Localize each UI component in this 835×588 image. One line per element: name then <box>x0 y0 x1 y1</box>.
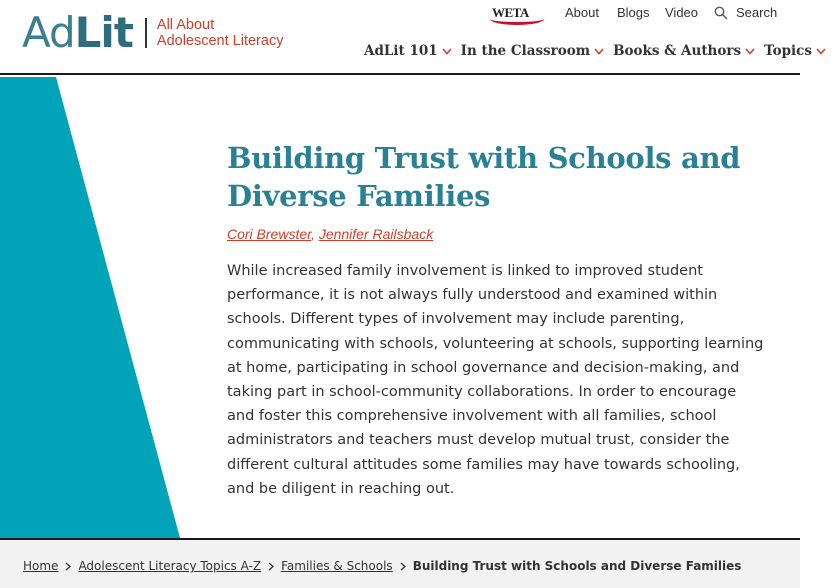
main-nav <box>364 43 835 59</box>
utility-nav: WETA About Blogs Video Search <box>490 5 790 27</box>
article-hero <box>0 77 800 538</box>
author-separator: , <box>311 226 319 242</box>
chevron-down-icon <box>594 48 604 55</box>
author-link[interactable]: Cori Brewster <box>227 226 312 242</box>
logo-tagline: All About Adolescent Literacy <box>156 17 284 49</box>
chevron-down-icon <box>745 48 755 55</box>
logo-wordmark: AdLit <box>22 8 133 57</box>
decorative-teal-shape <box>0 77 200 538</box>
chevron-right-icon <box>64 562 72 571</box>
nav-in-the-classroom[interactable]: In the Classroom <box>461 43 604 59</box>
nav-topics[interactable]: Topics <box>764 43 826 59</box>
article-summary: While increased family involvement is linked to improved student performance, it is not always fully understood and examined within schools. Different types of involvement may include parenting, communicating with schools, volunteering at schools, supporting learning at home, participating in school governance and decision-making, and taking part in school-community collaborations. In order to encourage and foster this comprehensive involvement with all families, school administrators and teachers must develop mutual trust, consider the different cultural attitudes some families may have towards schooling, and be diligent in reaching out. <box>227 263 764 497</box>
video-link[interactable]: Video <box>665 5 699 20</box>
nav-adlit-101[interactable]: AdLit 101 <box>364 43 452 59</box>
about-link[interactable]: About <box>565 5 599 20</box>
breadcrumb <box>23 559 741 573</box>
article-authors <box>227 226 433 242</box>
logo-divider <box>145 18 147 48</box>
author-link[interactable]: Jennifer Railsback <box>318 226 434 242</box>
blogs-link[interactable]: Blogs <box>617 5 650 20</box>
breadcrumb-bar <box>0 538 800 588</box>
breadcrumb-current: Building Trust with Schools and Diverse Families <box>412 559 742 573</box>
breadcrumb-home[interactable]: Home <box>23 559 59 573</box>
chevron-down-icon <box>442 48 452 55</box>
adlit-logo[interactable] <box>22 8 284 57</box>
breadcrumb-topics-a-z[interactable]: Adolescent Literacy Topics A-Z <box>78 559 262 573</box>
chevron-right-icon <box>267 562 275 571</box>
search-button[interactable] <box>714 5 777 20</box>
page-title: Building Trust with Schools and Diverse Families <box>227 141 741 213</box>
nav-books-authors[interactable]: Books & Authors <box>613 43 755 59</box>
search-icon <box>714 6 728 20</box>
chevron-right-icon <box>399 562 407 571</box>
search-label: Search <box>736 5 778 20</box>
site-header <box>0 0 812 75</box>
breadcrumb-families-schools[interactable]: Families & Schools <box>281 559 393 573</box>
chevron-down-icon <box>816 48 826 55</box>
